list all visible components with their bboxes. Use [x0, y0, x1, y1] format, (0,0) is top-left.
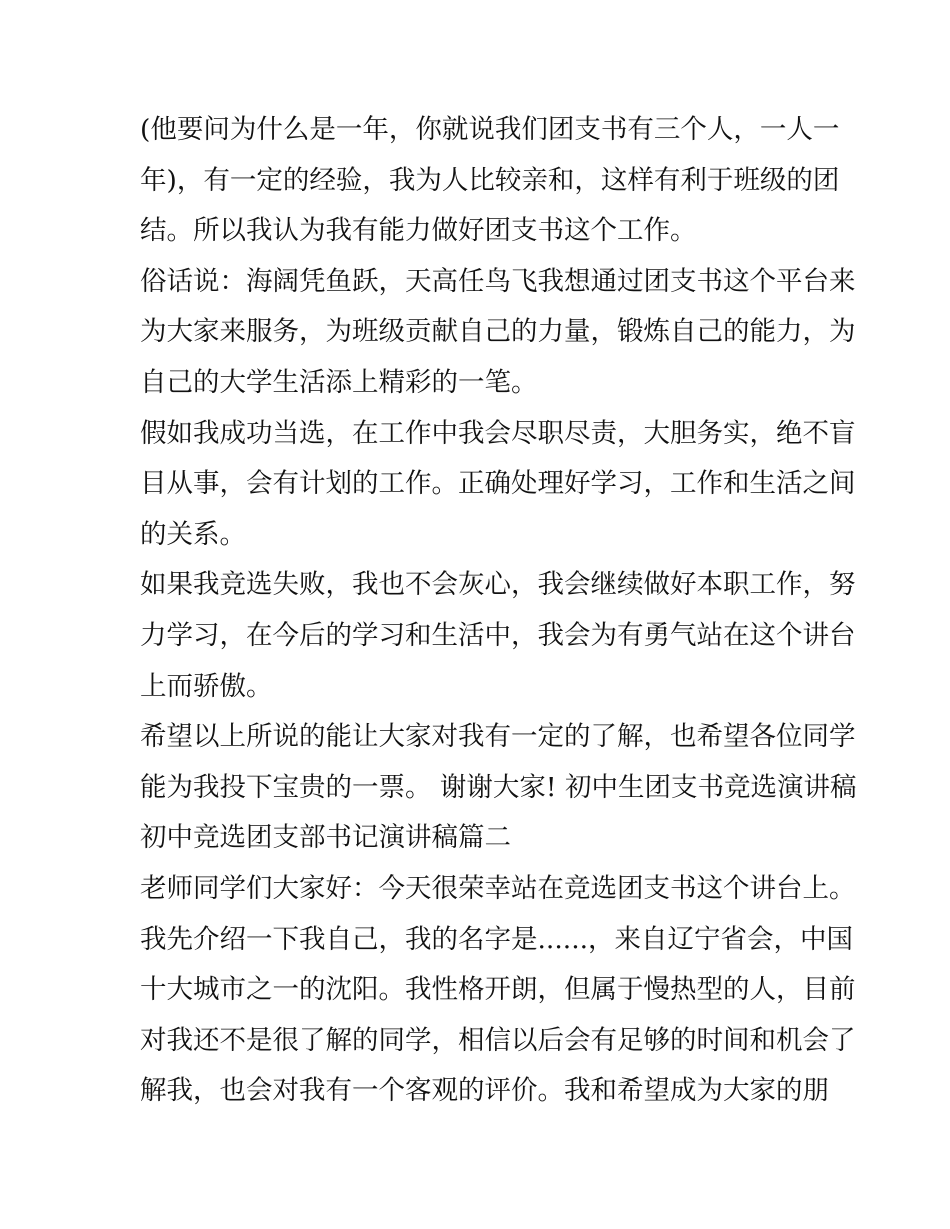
text-line: 结。所以我认为我有能力做好团支书这个工作。: [140, 215, 697, 247]
text-line: 自己的大学生活添上精彩的一笔。: [140, 367, 538, 398]
text-line: 力学习，在今后的学习和生活中，我会为有勇气站在这个讲台: [140, 620, 856, 651]
text-line: 老师同学们大家好：今天很荣幸站在竞选团支书这个讲台上。: [140, 873, 856, 904]
text-line: 为大家来服务，为班级贡献自己的力量，锻炼自己的能力，为: [140, 316, 856, 348]
text-line: 十大城市之一的沈阳。我性格开朗，但属于慢热型的人，目前: [140, 974, 856, 1006]
text-line: 初中竞选团支部书记演讲稿篇二: [140, 822, 511, 854]
text-line: 能为我投下宝贵的一票。 谢谢大家! 初中生团支书竞选演讲稿: [140, 771, 857, 803]
text-line: 年)，有一定的经验，我为人比较亲和，这样有利于班级的团: [140, 164, 840, 196]
text-line: 的关系。: [140, 518, 246, 550]
text-line: 假如我成功当选，在工作中我会尽职尽责，大胆务实，绝不盲: [140, 417, 856, 449]
text-line: (他要问为什么是一年，你就说我们团支书有三个人，一人一: [140, 114, 840, 145]
text-line: 对我还不是很了解的同学，相信以后会有足够的时间和机会了: [140, 1024, 856, 1056]
text-line: 目从事，会有计划的工作。正确处理好学习，工作和生活之间: [140, 468, 856, 500]
text-line: 我先介绍一下我自己，我的名字是......，来自辽宁省会，中国: [140, 923, 854, 955]
text-line: 如果我竞选失败，我也不会灰心，我会继续做好本职工作，努: [140, 569, 856, 601]
text-line: 上而骄傲。: [140, 670, 273, 702]
text-line: 俗话说：海阔凭鱼跃，天高任鸟飞我想通过团支书这个平台来: [140, 265, 856, 297]
text-line: 希望以上所说的能让大家对我有一定的了解，也希望各位同学: [140, 721, 856, 753]
text-line: 解我，也会对我有一个客观的评价。我和希望成为大家的朋: [140, 1075, 829, 1107]
